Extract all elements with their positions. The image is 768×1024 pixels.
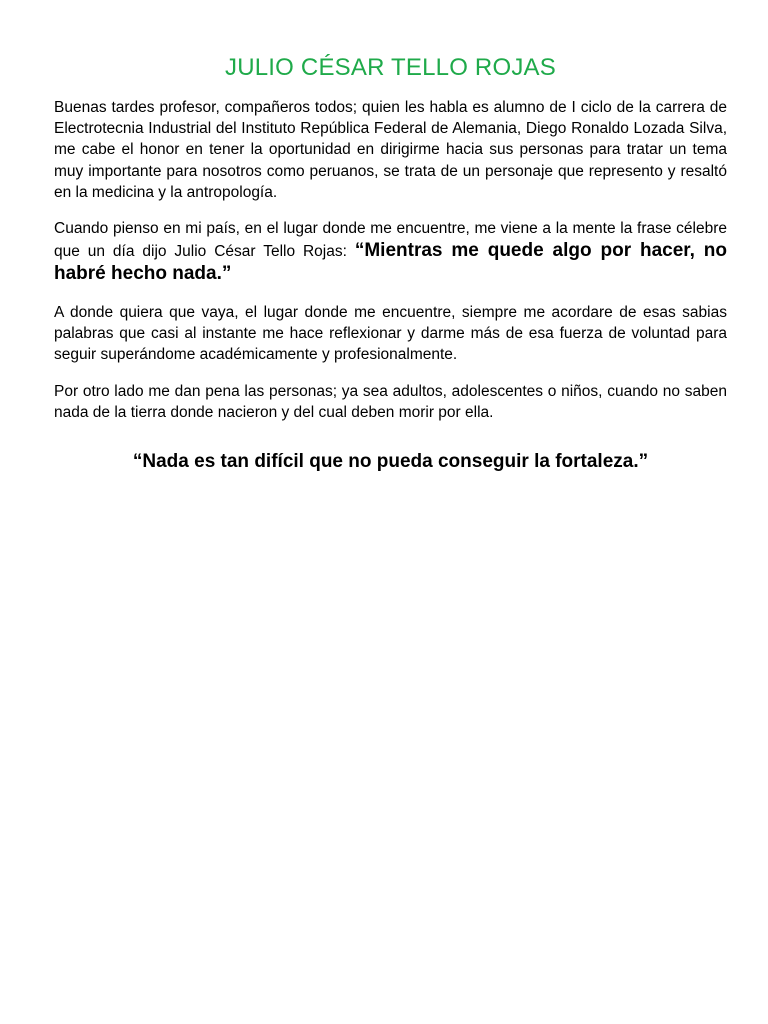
paragraph-famous-phrase-text: Cuando pienso en mi país, en el lugar donde me encuentre, me viene a la mente la frase célebre que un día dijo Julio César Tello Rojas: (54, 220, 727, 261)
inline-quote: “Mientras me quede algo por hacer, no habré hecho nada.” (54, 240, 728, 285)
document-title: JULIO CÉSAR TELLO ROJAS (225, 54, 556, 81)
closing-quote: “Nada es tan difícil que no pueda conseguir la fortaleza.” (132, 450, 649, 472)
paragraph-famous-phrase (54, 218, 727, 286)
paragraph-closing: Por otro lado me dan pena las personas; ya sea adultos, adolescentes o niños, cuando no saben nada de la tierra donde nacieron y del cual deben morir por ella. (54, 383, 727, 422)
paragraph-intro: Buenas tardes profesor, compañeros todos; quien les habla es alumno de I ciclo de la carrera de Electrotecnia Industrial del Instituto República Federal de Alemania, Diego Ronaldo Lozada Silva, me cabe el honor en tener la oportunidad en dirigirme hacia sus personas para tratar un tema muy importante para nosotros como peruanos, se trata de un personaje que represento y resaltó en la medicina y la antropología. (54, 99, 727, 201)
paragraph-reflection: A donde quiera que vaya, el lugar donde me encuentre, siempre me acordare de esas sabias palabras que casi al instante me hace reflexionar y darme más de esa fuerza de voluntad para seguir superándome académicamente y profesionalmente. (54, 303, 727, 364)
